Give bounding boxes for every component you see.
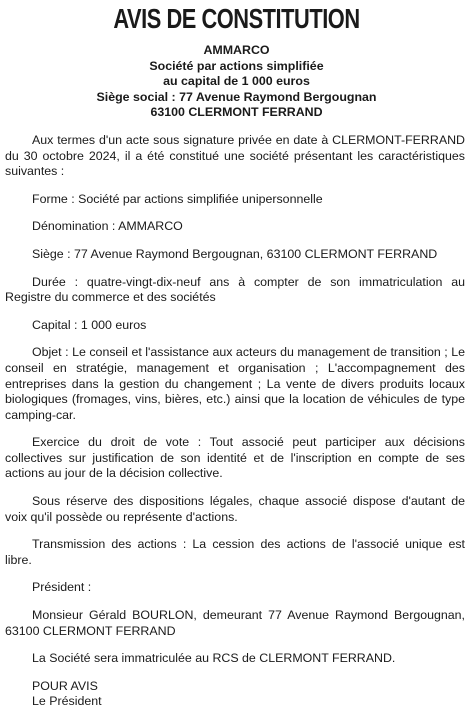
company-seat: Siège social : 77 Avenue Raymond Bergougnan bbox=[96, 89, 377, 104]
company-capital: au capital de 1 000 euros bbox=[163, 74, 310, 89]
notice-body bbox=[5, 133, 465, 710]
paragraph-registration: La Société sera immatriculée au RCS de CLERMONT FERRAND. bbox=[32, 651, 396, 666]
paragraph-president-name: Monsieur Gérald BOURLON, demeurant 77 Avenue Raymond Bergougnan, 63100 CLERMONT FERRAND bbox=[5, 608, 465, 638]
paragraph-purpose: Objet : Le conseil et l'assistance aux acteurs du management de transition ; Le conseil en stratégie, management et organisation ; L'accompagnement des entreprises dans la gestion du changement ; La vente de divers produits locaux biologiques (fromages, vins, bières, etc.) ainsi que la location de véhicules de type camping-car. bbox=[5, 345, 465, 422]
paragraph-president-label: Président : bbox=[32, 580, 92, 595]
signature-pour-avis: POUR AVIS bbox=[32, 678, 98, 693]
paragraph-voting-rights: Exercice du droit de vote : Tout associé peut participer aux décisions collectives sur justification de son identité et de l'inscription en compte de ses actions au jour de la décision collective. bbox=[5, 435, 465, 481]
paragraph-capital: Capital : 1 000 euros bbox=[32, 317, 147, 332]
company-city: 63100 CLERMONT FERRAND bbox=[150, 105, 323, 120]
signature-president: Le Président bbox=[32, 694, 102, 709]
paragraph-form: Forme : Société par actions simplifiée unipersonnelle bbox=[32, 191, 323, 206]
company-form: Société par actions simplifiée bbox=[149, 58, 324, 73]
paragraph-duration: Durée : quatre-vingt-dix-neuf ans à compter de son immatriculation au Registre du commerce et des sociétés bbox=[5, 274, 465, 305]
paragraph-denomination: Dénomination : AMMARCO bbox=[32, 219, 183, 234]
paragraph-intro: Aux termes d'un acte sous signature privée en date à CLERMONT-FERRAND du 30 octobre 2024, il a été constitué une société présentant les caractéristiques suivantes : bbox=[5, 132, 465, 179]
company-header bbox=[8, 43, 465, 121]
notice-title: AVIS DE CONSTITUTION bbox=[113, 3, 360, 34]
company-name: AMMARCO bbox=[203, 43, 270, 57]
paragraph-votes: Sous réserve des dispositions légales, chaque associé dispose d'autant de voix qu'il possède ou représente d'actions. bbox=[5, 494, 465, 524]
paragraph-seat: Siège : 77 Avenue Raymond Bergougnan, 63100 CLERMONT FERRAND bbox=[32, 246, 438, 261]
paragraph-share-transfer: Transmission des actions : La cession des actions de l'associé unique est libre. bbox=[5, 537, 465, 567]
